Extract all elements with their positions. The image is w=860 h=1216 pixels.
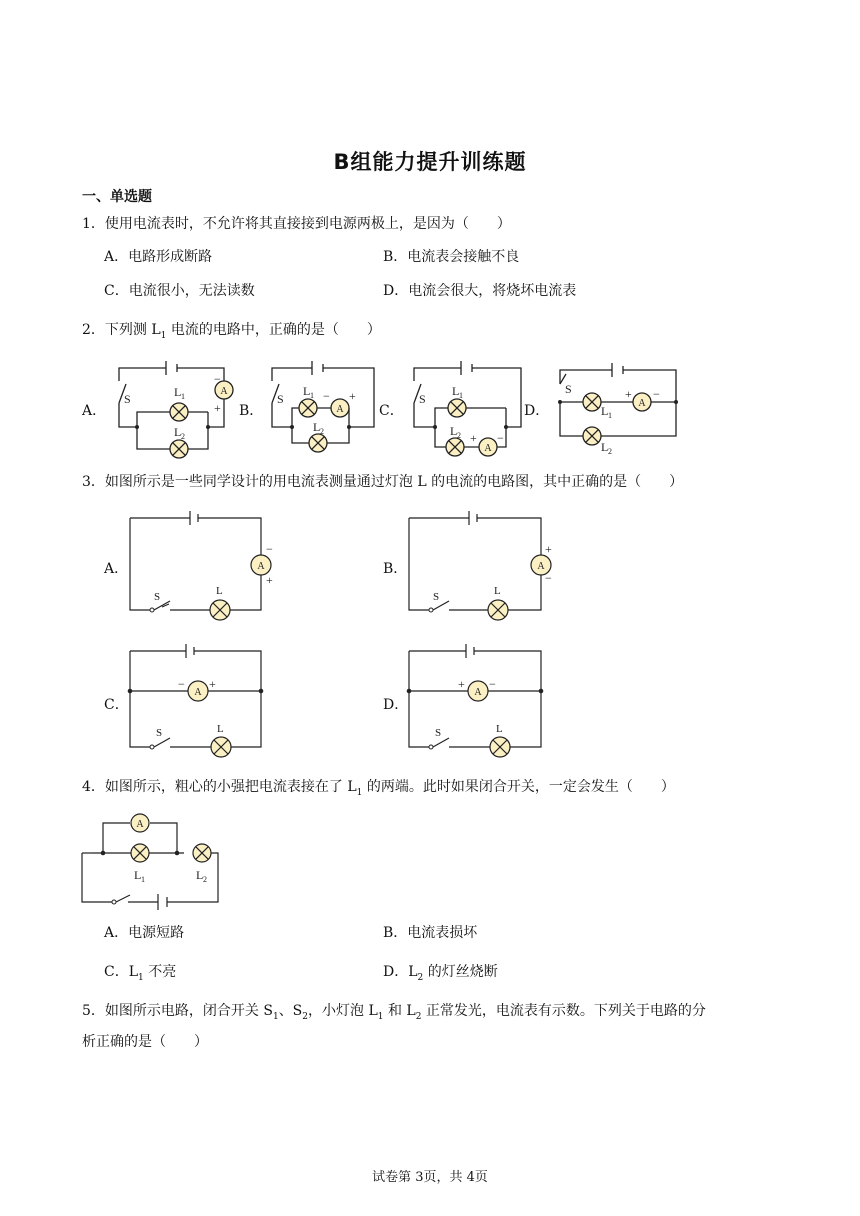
lamp-subscript: 1 bbox=[310, 391, 314, 400]
terminal-minus: − bbox=[323, 389, 330, 403]
terminal-minus: − bbox=[497, 431, 504, 445]
lamp-label: L bbox=[174, 425, 182, 439]
lamp-subscript: 2 bbox=[203, 875, 207, 884]
question-2-option-a-label[interactable]: A． bbox=[82, 403, 107, 419]
lamp-label: L bbox=[134, 868, 142, 882]
question-3-option-a-label[interactable]: A． bbox=[104, 561, 129, 577]
switch-label: S bbox=[565, 382, 572, 396]
question-1-option-b[interactable]: B．电流表会接触不良 bbox=[383, 249, 520, 265]
lamp-label: L bbox=[450, 424, 458, 438]
lamp-subscript: 1 bbox=[181, 392, 185, 401]
question-3-option-b-label[interactable]: B． bbox=[383, 561, 408, 577]
switch-label: S bbox=[124, 392, 131, 406]
question-3-circuits bbox=[0, 500, 860, 760]
lamp-label: L bbox=[174, 385, 182, 399]
lamp-label: L bbox=[601, 404, 609, 418]
question-4-circuit bbox=[70, 800, 240, 915]
switch-label: S bbox=[419, 392, 426, 406]
lamp-label: L bbox=[496, 723, 503, 735]
terminal-plus: + bbox=[209, 677, 216, 691]
lamp-subscript: 2 bbox=[320, 427, 324, 436]
terminal-minus: − bbox=[214, 372, 221, 386]
lamp-subscript: 2 bbox=[457, 431, 461, 440]
question-2-option-c-label[interactable]: C． bbox=[379, 403, 404, 419]
switch-label: S bbox=[435, 727, 442, 739]
question-3-option-c-label[interactable]: C． bbox=[104, 697, 129, 713]
question-2-circuits bbox=[0, 350, 860, 460]
lamp-label: L bbox=[196, 868, 204, 882]
lamp-label: L bbox=[216, 585, 223, 597]
question-4-option-b[interactable]: B．电流表损坏 bbox=[383, 925, 478, 941]
ammeter-d-label: A bbox=[638, 398, 646, 409]
question-1-option-c[interactable]: C．电流很小，无法读数 bbox=[104, 283, 255, 299]
question-1-stem: 1．使用电流表时，不允许将其直接接到电源两极上，是因为（ ） bbox=[82, 216, 511, 232]
switch-label: S bbox=[154, 591, 161, 603]
question-5-stem-line1: 5．如图所示电路，闭合开关 $S_1$、$S_2$，小灯泡 $L_1$ 和 $L_2$ 正常发光，电流表有示数。下列关于电路的分 bbox=[82, 1003, 706, 1022]
question-4-option-c[interactable]: C．$L_1$ 不亮 bbox=[104, 964, 177, 983]
terminal-minus: − bbox=[178, 677, 185, 691]
lamp-label: L bbox=[494, 585, 501, 597]
lamp-subscript: 1 bbox=[141, 875, 145, 884]
terminal-plus: + bbox=[470, 431, 477, 445]
lamp-label: L bbox=[217, 723, 224, 735]
lamp-subscript: 1 bbox=[608, 411, 612, 420]
question-3-option-d-label[interactable]: D． bbox=[383, 697, 409, 713]
ammeter-label: A bbox=[136, 819, 144, 830]
question-2-option-d-label[interactable]: D． bbox=[524, 403, 550, 419]
switch-label: S bbox=[277, 392, 284, 406]
terminal-plus: + bbox=[214, 401, 221, 415]
question-2-stem: 2．下列测 $L_1$ 电流的电路中，正确的是（ ） bbox=[82, 322, 381, 341]
terminal-minus: − bbox=[489, 677, 496, 691]
terminal-minus: − bbox=[545, 571, 552, 585]
ammeter-a-label: A bbox=[220, 386, 228, 397]
question-1-option-a[interactable]: A．电路形成断路 bbox=[104, 249, 213, 265]
switch-label: S bbox=[433, 591, 440, 603]
terminal-plus: + bbox=[625, 387, 632, 401]
terminal-minus: − bbox=[653, 387, 660, 401]
ammeter-label: A bbox=[537, 561, 545, 572]
lamp-label: L bbox=[303, 384, 311, 398]
question-5-stem-line2: 析正确的是（ ） bbox=[82, 1034, 208, 1050]
ammeter-b-label: A bbox=[336, 404, 344, 415]
ammeter-label: A bbox=[194, 687, 202, 698]
question-1-option-d[interactable]: D．电流会很大，将烧坏电流表 bbox=[383, 283, 577, 299]
lamp-label: L bbox=[313, 420, 321, 434]
question-4-option-a[interactable]: A．电源短路 bbox=[104, 925, 185, 941]
terminal-plus: + bbox=[349, 389, 356, 403]
terminal-plus: + bbox=[545, 542, 552, 556]
question-4-option-d[interactable]: D．$L_2$ 的灯丝烧断 bbox=[383, 964, 498, 983]
question-4-stem: 4．如图所示，粗心的小强把电流表接在了 $L_1$ 的两端。此时如果闭合开关，一定会发生（ ） bbox=[82, 779, 675, 798]
section-heading: 一、单选题 bbox=[82, 189, 152, 205]
ammeter-label: A bbox=[257, 561, 265, 572]
question-2-option-b-label[interactable]: B． bbox=[239, 403, 264, 419]
lamp-subscript: 2 bbox=[608, 447, 612, 456]
lamp-label: L bbox=[452, 384, 460, 398]
lamp-subscript: 2 bbox=[181, 432, 185, 441]
terminal-plus: + bbox=[266, 573, 273, 587]
ammeter-label: A bbox=[474, 687, 482, 698]
terminal-plus: + bbox=[458, 677, 465, 691]
switch-label: S bbox=[156, 727, 163, 739]
page-title: B组能力提升训练题 bbox=[333, 150, 527, 174]
ammeter-c-label: A bbox=[484, 443, 492, 454]
lamp-subscript: 1 bbox=[459, 391, 463, 400]
terminal-minus: − bbox=[266, 542, 273, 556]
question-3-stem: 3．如图所示是一些同学设计的用电流表测量通过灯泡 L 的电流的电路图，其中正确的是（ ） bbox=[82, 474, 684, 490]
lamp-label: L bbox=[601, 440, 609, 454]
page-footer: 试卷第 3页，共 4页 bbox=[372, 1170, 488, 1185]
